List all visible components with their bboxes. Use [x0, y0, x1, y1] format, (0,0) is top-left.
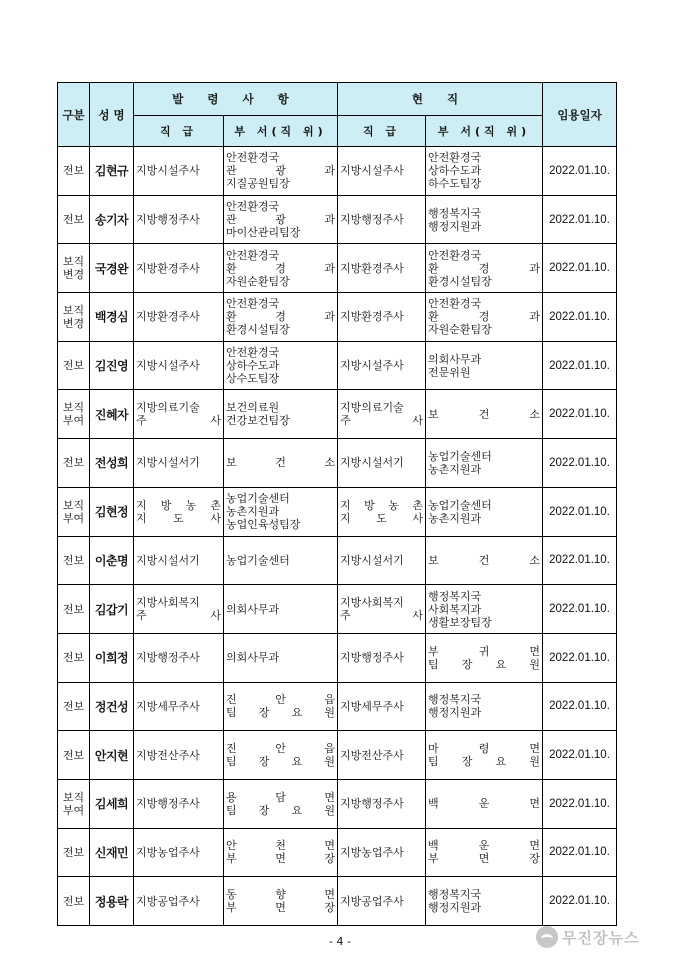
cell-line: 보 건 소	[226, 456, 336, 470]
cell-name: 백경심	[90, 293, 134, 342]
gubun-line: 보직	[62, 498, 85, 512]
cell-line: 주 사	[136, 414, 221, 428]
cell-gubun	[58, 293, 90, 342]
cell-line: 농업인육성팀장	[226, 518, 301, 532]
cell-name: 정용락	[90, 877, 134, 926]
cell-cur-grade	[338, 244, 426, 293]
cell-line: 환경시설팀장	[428, 274, 492, 288]
cell-cur-dept	[426, 195, 543, 244]
cell-new-grade	[134, 585, 224, 634]
cell-line: 행정복지국	[428, 206, 482, 220]
header-current: 현 직	[338, 83, 543, 116]
cell-line: 행정복지국	[428, 888, 482, 902]
cell-gubun	[58, 731, 90, 780]
cell-line: 의회사무과	[428, 352, 482, 366]
cell-line: 지 도 사	[340, 511, 424, 525]
cell-gubun	[58, 682, 90, 731]
cell-cur-dept	[426, 682, 543, 731]
table-row	[58, 779, 617, 828]
cell-line: 지방행정주사	[136, 213, 200, 227]
cell-line: 지방의료기술	[340, 401, 404, 415]
cell-line: 의회사무과	[226, 651, 280, 665]
cell-date: 2022.01.10.	[543, 147, 617, 196]
cell-line: 주 사	[340, 414, 424, 428]
cell-line: 부 면 장	[428, 852, 541, 866]
cell-line: 지방환경주사	[340, 310, 404, 324]
cell-name: 김현규	[90, 147, 134, 196]
gubun-line: 부여	[62, 414, 85, 428]
cell-line: 지방사회복지	[340, 596, 404, 610]
cell-name: 김갑기	[90, 585, 134, 634]
gubun-line: 전보	[62, 359, 85, 373]
cell-new-dept	[224, 779, 338, 828]
cell-date: 2022.01.10.	[543, 195, 617, 244]
cell-line: 지방환경주사	[136, 261, 200, 275]
cell-line: 지방행정주사	[136, 797, 200, 811]
cell-line: 환 경 과	[428, 261, 541, 275]
table-row	[58, 439, 617, 488]
cell-line: 지방시설주사	[340, 359, 404, 373]
cell-line: 지방시설서기	[136, 456, 200, 470]
cell-name: 정건성	[90, 682, 134, 731]
cell-new-dept	[224, 293, 338, 342]
cell-cur-dept	[426, 828, 543, 877]
cell-cur-grade	[338, 487, 426, 536]
cell-line: 지방행정주사	[340, 797, 404, 811]
cell-name: 전성희	[90, 439, 134, 488]
cell-new-grade	[134, 731, 224, 780]
cell-line: 백 운 면	[428, 839, 541, 853]
cell-new-grade	[134, 536, 224, 585]
table-row	[58, 293, 617, 342]
cell-name: 김진영	[90, 341, 134, 390]
gubun-line: 변경	[62, 316, 85, 330]
cell-cur-dept	[426, 439, 543, 488]
cell-line: 팀 장 요 원	[226, 706, 336, 720]
table-row	[58, 244, 617, 293]
cell-line: 지방시설서기	[340, 456, 404, 470]
header-cur-grade: 직 급	[338, 116, 426, 147]
cell-line: 마이산관리팀장	[226, 226, 301, 240]
cell-gubun	[58, 877, 90, 926]
cell-line: 지방환경주사	[340, 261, 404, 275]
cell-line: 전문위원	[428, 365, 471, 379]
gubun-line: 전보	[62, 845, 85, 859]
cell-new-dept	[224, 536, 338, 585]
table-row	[58, 731, 617, 780]
cell-date: 2022.01.10.	[543, 877, 617, 926]
cell-line: 안전환경국	[428, 248, 482, 262]
cell-new-grade	[134, 877, 224, 926]
cell-gubun	[58, 439, 90, 488]
cell-line: 농촌지원과	[428, 462, 482, 476]
cell-name: 이춘명	[90, 536, 134, 585]
cell-line: 생활보장팀장	[428, 615, 492, 629]
cell-date: 2022.01.10.	[543, 536, 617, 585]
cell-cur-grade	[338, 877, 426, 926]
cell-line: 농촌지원과	[226, 505, 280, 519]
cell-line: 지방행정주사	[340, 213, 404, 227]
cell-line: 보 건 소	[428, 553, 541, 567]
cell-new-dept	[224, 244, 338, 293]
header-appointment: 발 령 사 항	[134, 83, 338, 116]
cell-new-grade	[134, 487, 224, 536]
cell-line: 안전환경국	[428, 297, 482, 311]
cell-date: 2022.01.10.	[543, 633, 617, 682]
cell-line: 지 방 농 촌	[340, 498, 424, 512]
cell-line: 지질공원팀장	[226, 177, 290, 191]
gubun-line: 전보	[62, 699, 85, 713]
news-logo-icon	[536, 926, 558, 948]
cell-line: 지방행정주사	[340, 651, 404, 665]
cell-line: 지방시설서기	[136, 553, 200, 567]
header-row-2	[58, 116, 617, 147]
cell-gubun	[58, 341, 90, 390]
table-row	[58, 682, 617, 731]
cell-line: 지방공업주사	[340, 894, 404, 908]
cell-name: 송기자	[90, 195, 134, 244]
cell-cur-dept	[426, 341, 543, 390]
cell-new-dept	[224, 731, 338, 780]
table-row	[58, 828, 617, 877]
cell-line: 행정복지국	[428, 693, 482, 707]
cell-gubun	[58, 536, 90, 585]
cell-line: 안 천 면	[226, 839, 336, 853]
table-body	[58, 83, 617, 926]
cell-new-grade	[134, 390, 224, 439]
gubun-line: 전보	[62, 602, 85, 616]
cell-cur-grade	[338, 682, 426, 731]
cell-line: 안전환경국	[226, 297, 280, 311]
cell-line: 동 향 면	[226, 888, 336, 902]
cell-line: 부 면 장	[226, 852, 336, 866]
cell-line: 상하수도과	[226, 359, 280, 373]
cell-line: 의회사무과	[226, 602, 280, 616]
cell-new-dept	[224, 439, 338, 488]
cell-gubun	[58, 147, 90, 196]
cell-new-grade	[134, 293, 224, 342]
gubun-line: 전보	[62, 894, 85, 908]
cell-cur-dept	[426, 633, 543, 682]
cell-cur-grade	[338, 585, 426, 634]
cell-line: 지방공업주사	[136, 894, 200, 908]
cell-cur-grade	[338, 633, 426, 682]
cell-gubun	[58, 779, 90, 828]
cell-line: 지방행정주사	[136, 651, 200, 665]
cell-new-dept	[224, 147, 338, 196]
cell-line: 지 방 농 촌	[136, 498, 221, 512]
cell-line: 사회복지과	[428, 602, 482, 616]
cell-line: 농업기술센터	[428, 498, 492, 512]
table-row	[58, 536, 617, 585]
cell-cur-dept	[426, 585, 543, 634]
cell-date: 2022.01.10.	[543, 487, 617, 536]
cell-line: 지방시설주사	[136, 359, 200, 373]
cell-line: 지방의료기술	[136, 401, 200, 415]
cell-gubun	[58, 828, 90, 877]
table-row	[58, 487, 617, 536]
cell-cur-dept	[426, 390, 543, 439]
cell-line: 지방세무주사	[136, 699, 200, 713]
cell-line: 행정지원과	[428, 706, 482, 720]
gubun-line: 전보	[62, 456, 85, 470]
cell-cur-dept	[426, 731, 543, 780]
cell-line: 환 경 과	[428, 310, 541, 324]
cell-date: 2022.01.10.	[543, 828, 617, 877]
cell-line: 행정복지국	[428, 589, 482, 603]
cell-cur-dept	[426, 877, 543, 926]
header-cur-dept: 부 서(직 위)	[426, 116, 543, 147]
cell-line: 행정지원과	[428, 901, 482, 915]
cell-line: 지방전산주사	[136, 748, 200, 762]
cell-date: 2022.01.10.	[543, 682, 617, 731]
table-row	[58, 390, 617, 439]
cell-cur-dept	[426, 779, 543, 828]
cell-date: 2022.01.10.	[543, 244, 617, 293]
cell-line: 진 안 읍	[226, 742, 336, 756]
cell-line: 자원순환팀장	[226, 274, 290, 288]
cell-line: 농업기술센터	[428, 449, 492, 463]
cell-name: 이희정	[90, 633, 134, 682]
gubun-line: 보직	[62, 255, 85, 269]
cell-gubun	[58, 585, 90, 634]
cell-name: 진혜자	[90, 390, 134, 439]
table-row	[58, 147, 617, 196]
gubun-line: 변경	[62, 268, 85, 282]
cell-line: 지방환경주사	[136, 310, 200, 324]
table-row	[58, 195, 617, 244]
cell-new-grade	[134, 779, 224, 828]
header-gubun: 구분	[58, 83, 90, 147]
cell-cur-grade	[338, 828, 426, 877]
table-row	[58, 585, 617, 634]
header-row-1	[58, 83, 617, 116]
cell-line: 팀 장 요 원	[428, 657, 541, 671]
cell-new-dept	[224, 682, 338, 731]
cell-cur-grade	[338, 147, 426, 196]
watermark-logo	[536, 924, 639, 950]
gubun-line: 보직	[62, 303, 85, 317]
cell-line: 지방전산주사	[340, 748, 404, 762]
cell-line: 지방사회복지	[136, 596, 200, 610]
cell-line: 팀 장 요 원	[226, 755, 336, 769]
cell-line: 환경시설팀장	[226, 323, 290, 337]
cell-line: 진 안 읍	[226, 693, 336, 707]
cell-new-dept	[224, 877, 338, 926]
header-new-dept: 부 서(직 위)	[224, 116, 338, 147]
cell-name: 국경완	[90, 244, 134, 293]
cell-new-dept	[224, 390, 338, 439]
cell-new-grade	[134, 439, 224, 488]
cell-line: 안전환경국	[226, 200, 280, 214]
cell-date: 2022.01.10.	[543, 439, 617, 488]
cell-line: 지방농업주사	[340, 845, 404, 859]
cell-cur-grade	[338, 390, 426, 439]
cell-line: 환 경 과	[226, 310, 336, 324]
cell-gubun	[58, 487, 90, 536]
cell-line: 농업기술센터	[226, 553, 290, 567]
cell-cur-dept	[426, 536, 543, 585]
cell-new-grade	[134, 633, 224, 682]
cell-gubun	[58, 390, 90, 439]
cell-name: 신재민	[90, 828, 134, 877]
cell-cur-grade	[338, 195, 426, 244]
cell-new-dept	[224, 585, 338, 634]
cell-line: 관 광 과	[226, 213, 336, 227]
cell-line: 행정지원과	[428, 219, 482, 233]
cell-cur-dept	[426, 293, 543, 342]
cell-gubun	[58, 195, 90, 244]
cell-line: 백 운 면	[428, 797, 541, 811]
cell-line: 안전환경국	[226, 248, 280, 262]
cell-name: 김현정	[90, 487, 134, 536]
cell-line: 상수도팀장	[226, 372, 280, 386]
cell-cur-dept	[426, 147, 543, 196]
cell-new-grade	[134, 341, 224, 390]
gubun-line: 전보	[62, 748, 85, 762]
gubun-line: 보직	[62, 790, 85, 804]
cell-line: 지방시설주사	[340, 164, 404, 178]
cell-line: 주 사	[340, 609, 424, 623]
cell-new-dept	[224, 633, 338, 682]
gubun-line: 전보	[62, 164, 85, 178]
cell-line: 하수도팀장	[428, 177, 482, 191]
gubun-line: 전보	[62, 651, 85, 665]
cell-line: 농업기술센터	[226, 492, 290, 506]
table-row	[58, 341, 617, 390]
cell-date: 2022.01.10.	[543, 293, 617, 342]
gubun-line: 부여	[62, 511, 85, 525]
cell-line: 부 귀 면	[428, 644, 541, 658]
cell-line: 안전환경국	[428, 151, 482, 165]
cell-line: 상하수도과	[428, 164, 482, 178]
cell-date: 2022.01.10.	[543, 585, 617, 634]
cell-new-dept	[224, 341, 338, 390]
gubun-line: 전보	[62, 213, 85, 227]
appointment-table	[57, 82, 617, 926]
cell-cur-dept	[426, 244, 543, 293]
cell-cur-grade	[338, 293, 426, 342]
cell-line: 팀 장 요 원	[428, 755, 541, 769]
cell-line: 지방농업주사	[136, 845, 200, 859]
cell-line: 보건의료원	[226, 401, 280, 415]
cell-line: 안전환경국	[226, 346, 280, 360]
cell-line: 건강보건팀장	[226, 414, 290, 428]
cell-line: 보 건 소	[428, 407, 541, 421]
cell-new-grade	[134, 195, 224, 244]
cell-new-dept	[224, 195, 338, 244]
cell-date: 2022.01.10.	[543, 779, 617, 828]
cell-new-dept	[224, 828, 338, 877]
gubun-line: 보직	[62, 401, 85, 415]
cell-line: 마 령 면	[428, 742, 541, 756]
cell-cur-grade	[338, 341, 426, 390]
cell-new-grade	[134, 244, 224, 293]
cell-cur-grade	[338, 779, 426, 828]
cell-date: 2022.01.10.	[543, 731, 617, 780]
cell-line: 주 사	[136, 609, 221, 623]
cell-line: 지방세무주사	[340, 699, 404, 713]
header-date: 임용일자	[543, 83, 617, 147]
table-row	[58, 633, 617, 682]
cell-name: 안지현	[90, 731, 134, 780]
table-row	[58, 877, 617, 926]
cell-line: 지 도 사	[136, 511, 221, 525]
watermark-text: 무진장뉴스	[562, 928, 640, 947]
cell-line: 환 경 과	[226, 261, 336, 275]
cell-cur-grade	[338, 536, 426, 585]
cell-line: 지방시설서기	[340, 553, 404, 567]
cell-cur-grade	[338, 439, 426, 488]
cell-gubun	[58, 633, 90, 682]
cell-cur-grade	[338, 731, 426, 780]
cell-cur-dept	[426, 487, 543, 536]
cell-date: 2022.01.10.	[543, 341, 617, 390]
cell-new-grade	[134, 147, 224, 196]
cell-line: 자원순환팀장	[428, 323, 492, 337]
header-name: 성 명	[90, 83, 134, 147]
cell-new-grade	[134, 828, 224, 877]
gubun-line: 전보	[62, 553, 85, 567]
cell-line: 농촌지원과	[428, 511, 482, 525]
cell-line: 지방시설주사	[136, 164, 200, 178]
page-number: - 4 -	[329, 935, 351, 948]
cell-name: 김세희	[90, 779, 134, 828]
gubun-line: 부여	[62, 803, 85, 817]
cell-line: 부 면 장	[226, 901, 336, 915]
header-new-grade: 직 급	[134, 116, 224, 147]
cell-line: 안전환경국	[226, 151, 280, 165]
cell-line: 관 광 과	[226, 164, 336, 178]
cell-line: 팀 장 요 원	[226, 803, 336, 817]
cell-new-dept	[224, 487, 338, 536]
cell-gubun	[58, 244, 90, 293]
cell-line: 용 담 면	[226, 790, 336, 804]
cell-date: 2022.01.10.	[543, 390, 617, 439]
cell-new-grade	[134, 682, 224, 731]
